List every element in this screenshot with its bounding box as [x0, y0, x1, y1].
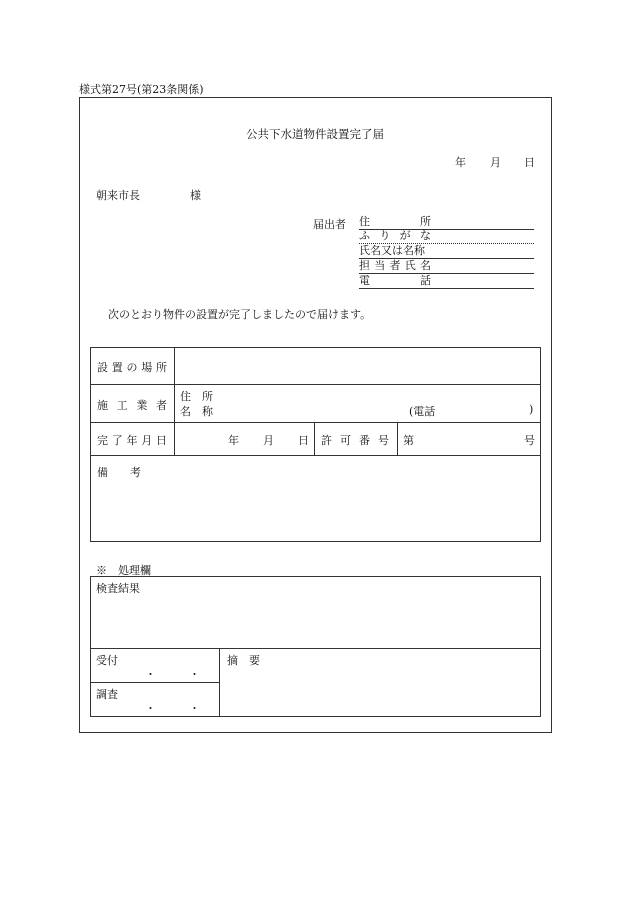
- details-table: [90, 347, 541, 542]
- row-divider: [91, 682, 219, 683]
- applicant-furigana-field[interactable]: [359, 229, 534, 244]
- applicant-label: 届出者: [313, 218, 346, 231]
- form-title: 公共下水道物件設置完了届: [246, 127, 384, 141]
- received-label: 受付: [96, 654, 118, 667]
- row-divider: [91, 455, 540, 456]
- applicant-phone-field[interactable]: [359, 274, 534, 289]
- location-input[interactable]: [181, 350, 537, 382]
- investigation-label: 調査: [96, 688, 118, 701]
- remarks-label: 備 考: [97, 466, 141, 479]
- remarks-input[interactable]: [95, 480, 535, 536]
- date-month-label: 月: [490, 156, 501, 169]
- row-divider: [91, 648, 540, 649]
- applicant-name-label: 氏名又は名称: [359, 244, 425, 257]
- inspection-result-label: 検査結果: [96, 582, 140, 595]
- applicant-phone-label: 電 話: [359, 274, 431, 287]
- contractor-phone-open: (電話: [409, 405, 436, 418]
- contractor-address-label: 住 所: [180, 390, 213, 403]
- applicant-contact-field[interactable]: [359, 259, 534, 274]
- row-divider: [91, 384, 540, 385]
- addressee-name: 朝来市長: [96, 189, 140, 202]
- applicant-address-field[interactable]: [359, 215, 534, 230]
- date-day-label: 日: [524, 156, 535, 169]
- applicant-name-field[interactable]: [359, 244, 534, 259]
- contractor-name-label: 名 称: [180, 405, 213, 418]
- row-divider: [91, 422, 540, 423]
- applicant-contact-label: 担 当 者 氏 名: [359, 259, 431, 272]
- applicant-furigana-label: ふ り が な: [359, 229, 431, 242]
- location-label: 設 置 の 場 所: [97, 361, 167, 374]
- processing-heading: ※ 処理欄: [96, 564, 151, 577]
- statement-text: 次のとおり物件の設置が完了しましたので届けます。: [108, 308, 372, 321]
- completion-month-label: 月: [263, 434, 274, 447]
- permit-number-label: 許 可 番 号: [321, 434, 389, 447]
- addressee-honorific: 様: [190, 189, 201, 202]
- permit-suffix: 号: [524, 434, 535, 447]
- contractor-label: 施 工 業 者: [97, 399, 167, 412]
- applicant-address-label: 住 所: [359, 215, 431, 228]
- col-divider: [314, 422, 315, 455]
- completion-year-label: 年: [228, 434, 239, 447]
- summary-label: 摘 要: [227, 654, 260, 667]
- permit-prefix: 第: [403, 434, 414, 447]
- received-date-dots: ・ ・: [145, 668, 200, 681]
- date-year-label: 年: [455, 156, 466, 169]
- investigation-date-dots: ・ ・: [145, 702, 200, 715]
- col-divider: [219, 648, 220, 716]
- col-divider: [174, 348, 175, 455]
- contractor-phone-close: ): [529, 403, 534, 416]
- completion-day-label: 日: [298, 434, 309, 447]
- col-divider: [397, 422, 398, 455]
- processing-table: [90, 576, 541, 717]
- completion-date-label: 完 了 年 月 日: [97, 434, 167, 447]
- form-number: 様式第27号(第23条関係): [79, 83, 204, 96]
